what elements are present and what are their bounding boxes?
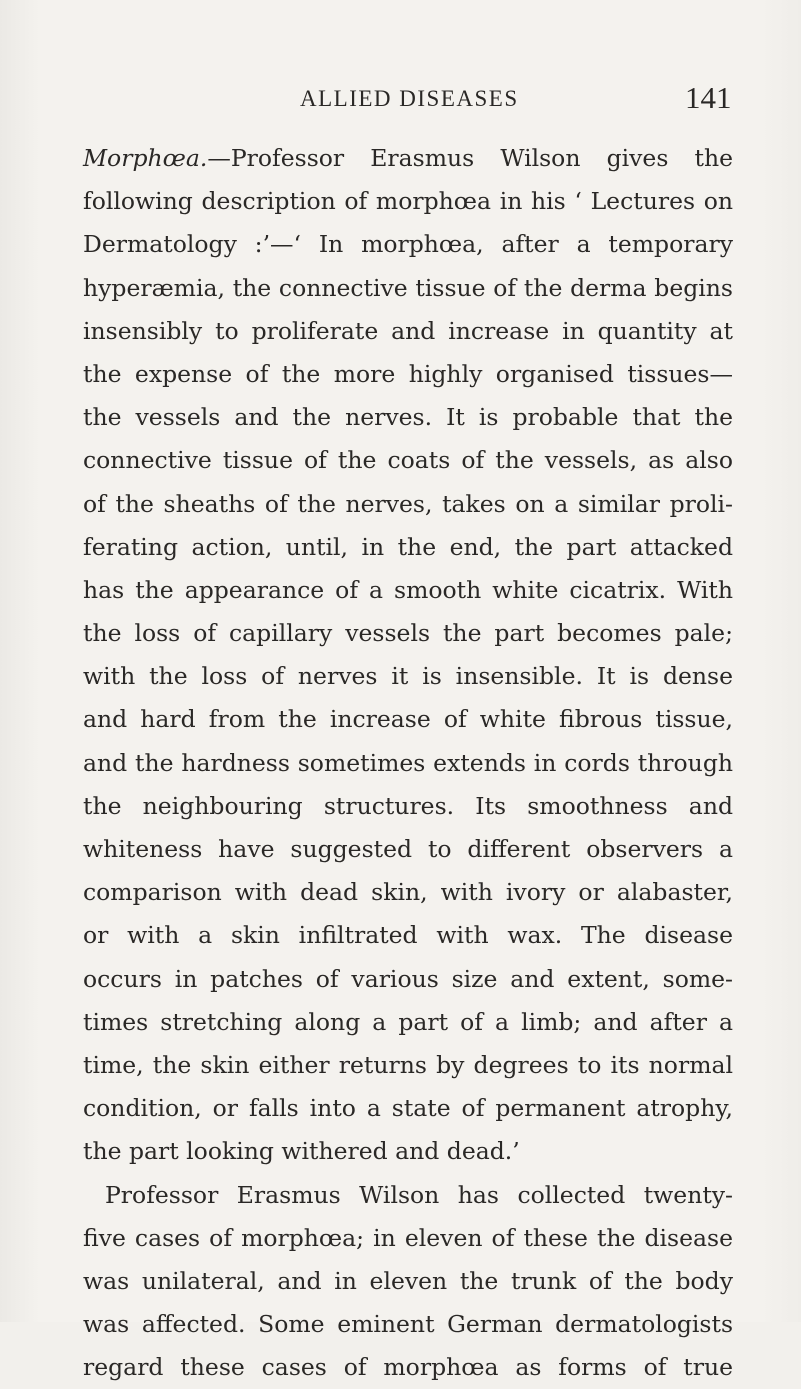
- text-line: occurs in patches of various size and extent, some-: [83, 964, 733, 993]
- text-line: and the hardness sometimes extends in cords through: [83, 748, 733, 777]
- text-line: of the sheaths of the nerves, takes on a similar proli-: [83, 489, 733, 518]
- text-line: condition, or falls into a state of permanent atrophy,: [83, 1094, 733, 1123]
- text-line: the vessels and the nerves. It is probable that the: [83, 403, 733, 432]
- body-text: [83, 137, 733, 1389]
- text-line: the neighbouring structures. Its smoothness and: [83, 791, 733, 820]
- text-line: five cases of morphœa; in eleven of these the disease: [83, 1223, 733, 1252]
- text-line: regard these cases of morphœa as forms of true: [83, 1353, 733, 1382]
- text-line: has the appearance of a smooth white cicatrix. With: [83, 575, 733, 604]
- text-line: the loss of capillary vessels the part becomes pale;: [83, 619, 733, 648]
- text-line: with the loss of nerves it is insensible. It is dense: [83, 662, 733, 691]
- running-head: [0, 80, 801, 126]
- text-line: Dermatology :’—‘ In morphœa, after a temporary: [83, 230, 733, 259]
- text-line: was unilateral, and in eleven the trunk of the body: [83, 1266, 733, 1295]
- text-line: comparison with dead skin, with ivory or alabaster,: [83, 878, 733, 907]
- text-line: following description of morphœa in his ‘ Lectures on: [83, 187, 733, 216]
- text-line: whiteness have suggested to different observers a: [83, 835, 733, 863]
- text-line: times stretching along a part of a limb; and after a: [83, 1007, 733, 1036]
- text-line: the expense of the more highly organised tissues—: [83, 359, 733, 388]
- running-title: ALLIED DISEASES: [300, 86, 519, 111]
- text-line: or with a skin infiltrated with wax. The disease: [83, 921, 733, 950]
- line-text: —Professor Erasmus Wilson gives the: [207, 144, 733, 172]
- text-line: was affected. Some eminent German dermatologists: [83, 1310, 733, 1339]
- text-line: and hard from the increase of white fibrous tissue,: [83, 705, 733, 734]
- text-line: hyperæmia, the connective tissue of the derma begins: [83, 273, 733, 302]
- text-line: the part looking withered and dead.’: [83, 1137, 520, 1166]
- text-line: ferating action, until, in the end, the part attacked: [83, 532, 733, 561]
- text-line: Professor Erasmus Wilson has collected twenty-: [105, 1180, 733, 1209]
- text-line: insensibly to proliferate and increase in quantity at: [83, 316, 733, 345]
- page-number: 141: [685, 80, 732, 115]
- section-heading: Morphœa.: [83, 144, 208, 172]
- text-line: connective tissue of the coats of the vessels, as also: [83, 446, 733, 475]
- text-line: [83, 137, 733, 180]
- text-line: time, the skin either returns by degrees to its normal: [83, 1050, 733, 1079]
